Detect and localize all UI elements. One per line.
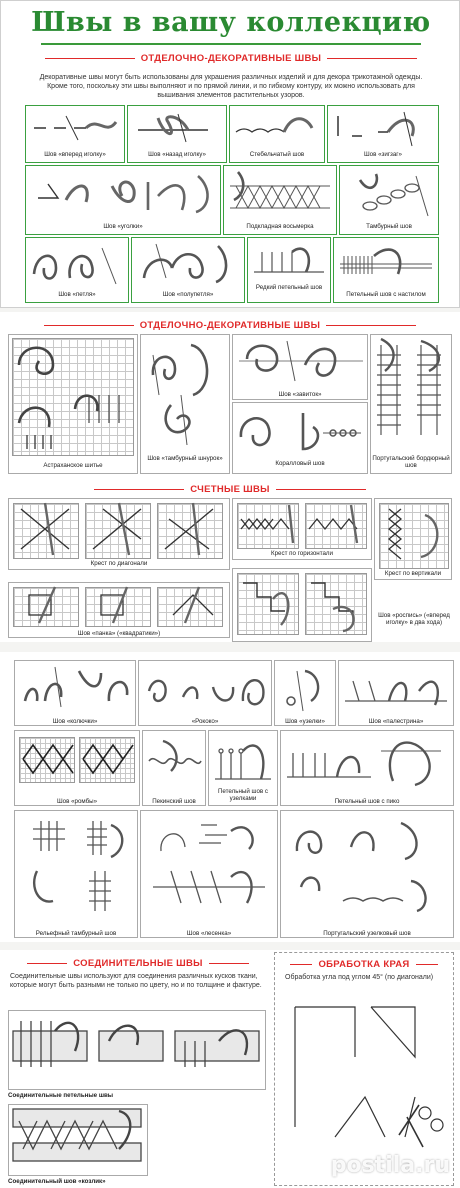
stitch-illustration bbox=[328, 106, 438, 150]
caption-cross-diagonal: Крест по диагонали bbox=[90, 560, 148, 567]
caption-half-loop: Шов «полупетля» bbox=[162, 291, 214, 298]
stitch-illustration bbox=[275, 661, 335, 715]
caption-knotted-buttonhole: Петельный шов с узелками bbox=[217, 788, 269, 802]
caption-pekinese: Пекинский шов bbox=[152, 798, 196, 805]
intro-text: Декоративные швы могут быть использованы для украшения различных изделий и для декора трикотажной одежды. Кроме того, поскольку эти швы выполняют и по прямой линии, и по гибкому контуру, их можно использовать для вышивания элементов растительных узоров. bbox=[39, 74, 423, 99]
caption-figure-eight: Подкладная восьмерка bbox=[246, 223, 314, 230]
caption-corners: Шов «уголки» bbox=[103, 223, 143, 230]
stitch-illustration bbox=[132, 238, 244, 290]
stitch-illustration bbox=[15, 661, 135, 715]
caption-astrakhan: Астраханское шитье bbox=[43, 462, 103, 469]
stitch-illustration bbox=[248, 238, 330, 290]
caption-thorns: Шов «колючки» bbox=[52, 718, 98, 725]
stitch-illustration bbox=[139, 661, 271, 715]
caption-chain: Тамбурный шов bbox=[366, 223, 412, 230]
joining-text: Соединительные швы используют для соединения различных кусков ткани, которые могут быть разными не только по цвету, но и по толщине и фактуре. bbox=[10, 973, 262, 989]
caption-cross-horizontal: Крест по горизонтали bbox=[270, 550, 333, 557]
caption-rococo: «Рококо» bbox=[191, 718, 219, 725]
caption-zigzag: Шов «зигзаг» bbox=[363, 151, 403, 158]
stitch-illustration bbox=[233, 335, 367, 389]
stitch-box-cross-vertical bbox=[374, 498, 452, 580]
stitch-box-joining-buttonhole bbox=[8, 1010, 266, 1090]
stitch-illustration bbox=[9, 335, 137, 455]
stitch-box-chain-cord bbox=[140, 334, 230, 474]
stitch-illustration bbox=[233, 403, 367, 463]
stitch-box-astrakhan bbox=[8, 334, 138, 474]
caption-running-stitch: Шов «вперед иголку» bbox=[44, 151, 106, 158]
caption-portuguese-border: Португальский бордюрный шов bbox=[372, 455, 450, 469]
stitch-illustration bbox=[143, 731, 205, 795]
stitch-illustration bbox=[230, 106, 324, 150]
stitch-box-thorns bbox=[14, 660, 136, 726]
stitch-illustration bbox=[209, 731, 277, 793]
stitch-illustration bbox=[9, 1105, 147, 1165]
stitch-illustration bbox=[224, 166, 336, 222]
stitch-illustration bbox=[9, 499, 229, 559]
stitch-box-raised-chain bbox=[14, 810, 138, 938]
page-1 bbox=[0, 0, 460, 308]
caption-raised-chain: Рельефный тамбурный шов bbox=[35, 930, 117, 937]
stitch-illustration bbox=[339, 661, 453, 715]
page-3 bbox=[0, 652, 460, 942]
edge-text: Обработка угла под углом 45° (по диагонали) bbox=[285, 974, 434, 981]
stitch-illustration bbox=[26, 166, 220, 222]
section-title-decorative: ОТДЕЛОЧНО-ДЕКОРАТИВНЫЕ ШВЫ bbox=[140, 53, 322, 64]
caption-knots: Шов «узелки» bbox=[285, 718, 325, 725]
caption-padded-buttonhole: Петельный шов с настилом bbox=[346, 291, 426, 298]
title-underline bbox=[41, 43, 421, 45]
stitch-illustration bbox=[128, 106, 226, 150]
page-title: Швы в вашу коллекцию bbox=[31, 7, 431, 38]
caption-cross-vertical: Крест по вертикали bbox=[384, 570, 442, 577]
stitch-illustration bbox=[9, 583, 229, 627]
caption-rospis: Шов «роспись» («вперед иголку» в два хода) bbox=[378, 612, 450, 626]
section-title-counted: СЧЕТНЫЕ ШВЫ bbox=[190, 484, 270, 495]
caption-portuguese-knot: Португальский узелковый шов bbox=[323, 930, 411, 937]
page-4 bbox=[0, 950, 460, 1188]
caption-ladder: Шов «лесенка» bbox=[186, 930, 232, 937]
caption-loop: Шов «петля» bbox=[58, 291, 96, 298]
stitch-illustration bbox=[26, 106, 124, 150]
stitch-illustration bbox=[371, 335, 451, 447]
stitch-box-pekinese bbox=[142, 730, 206, 806]
stitch-illustration bbox=[26, 238, 128, 290]
stitch-box-joining-herringbone bbox=[8, 1104, 148, 1176]
caption-stem-stitch: Стебельчатый шов bbox=[249, 151, 305, 158]
stitch-illustration bbox=[340, 166, 438, 222]
stitch-illustration bbox=[233, 569, 371, 635]
stitch-box-rococo bbox=[138, 660, 272, 726]
caption-coral: Коралловый шов bbox=[275, 460, 325, 467]
stitch-box-portuguese-knot bbox=[280, 810, 454, 938]
stitch-box-picot-buttonhole bbox=[280, 730, 454, 806]
section-title-edge: ОБРАБОТКА КРАЯ bbox=[318, 959, 410, 970]
stitch-box-diamonds bbox=[14, 730, 140, 806]
stitch-box-portuguese-border bbox=[370, 334, 452, 474]
caption-backstitch: Шов «назад иголку» bbox=[148, 151, 206, 158]
watermark: postila.ru bbox=[330, 1153, 450, 1178]
stitch-box-knots bbox=[274, 660, 336, 726]
caption-joining-herringbone: Соединительный шов «козлик» bbox=[8, 1178, 106, 1185]
stitch-illustration bbox=[281, 811, 453, 919]
stitch-box-sparse-buttonhole bbox=[247, 237, 331, 303]
caption-panka: Шов «панка» («квадратики») bbox=[77, 630, 161, 637]
stitch-illustration bbox=[141, 335, 229, 451]
stitch-box-rospis bbox=[232, 568, 372, 642]
stitch-illustration bbox=[375, 499, 451, 569]
stitch-illustration bbox=[233, 499, 371, 549]
page-2 bbox=[0, 312, 460, 642]
caption-chain-cord: Шов «тамбурный шнурок» bbox=[147, 455, 223, 462]
edge-panel bbox=[274, 952, 454, 1186]
caption-diamonds: Шов «ромбы» bbox=[56, 798, 98, 805]
stitch-box-palestrina bbox=[338, 660, 454, 726]
stitch-box-ladder bbox=[140, 810, 278, 938]
section-title-joining: СОЕДИНИТЕЛЬНЫЕ ШВЫ bbox=[73, 958, 203, 969]
stitch-illustration bbox=[15, 731, 139, 785]
stitch-illustration bbox=[15, 811, 137, 919]
stitch-illustration bbox=[334, 238, 438, 290]
caption-sparse-buttonhole: Редкий петельный шов bbox=[255, 284, 323, 291]
caption-palestrina: Шов «палестрина» bbox=[368, 718, 424, 725]
caption-joining-buttonhole: Соединительные петельные швы bbox=[8, 1092, 114, 1099]
caption-picot-buttonhole: Петельный шов с пико bbox=[334, 798, 400, 805]
stitch-illustration bbox=[281, 731, 453, 795]
stitch-illustration bbox=[9, 1011, 265, 1075]
section-title-decorative-2: ОТДЕЛОЧНО-ДЕКОРАТИВНЫЕ ШВЫ bbox=[139, 320, 321, 331]
stitch-illustration bbox=[141, 811, 277, 919]
caption-curl: Шов «завиток» bbox=[278, 391, 322, 398]
